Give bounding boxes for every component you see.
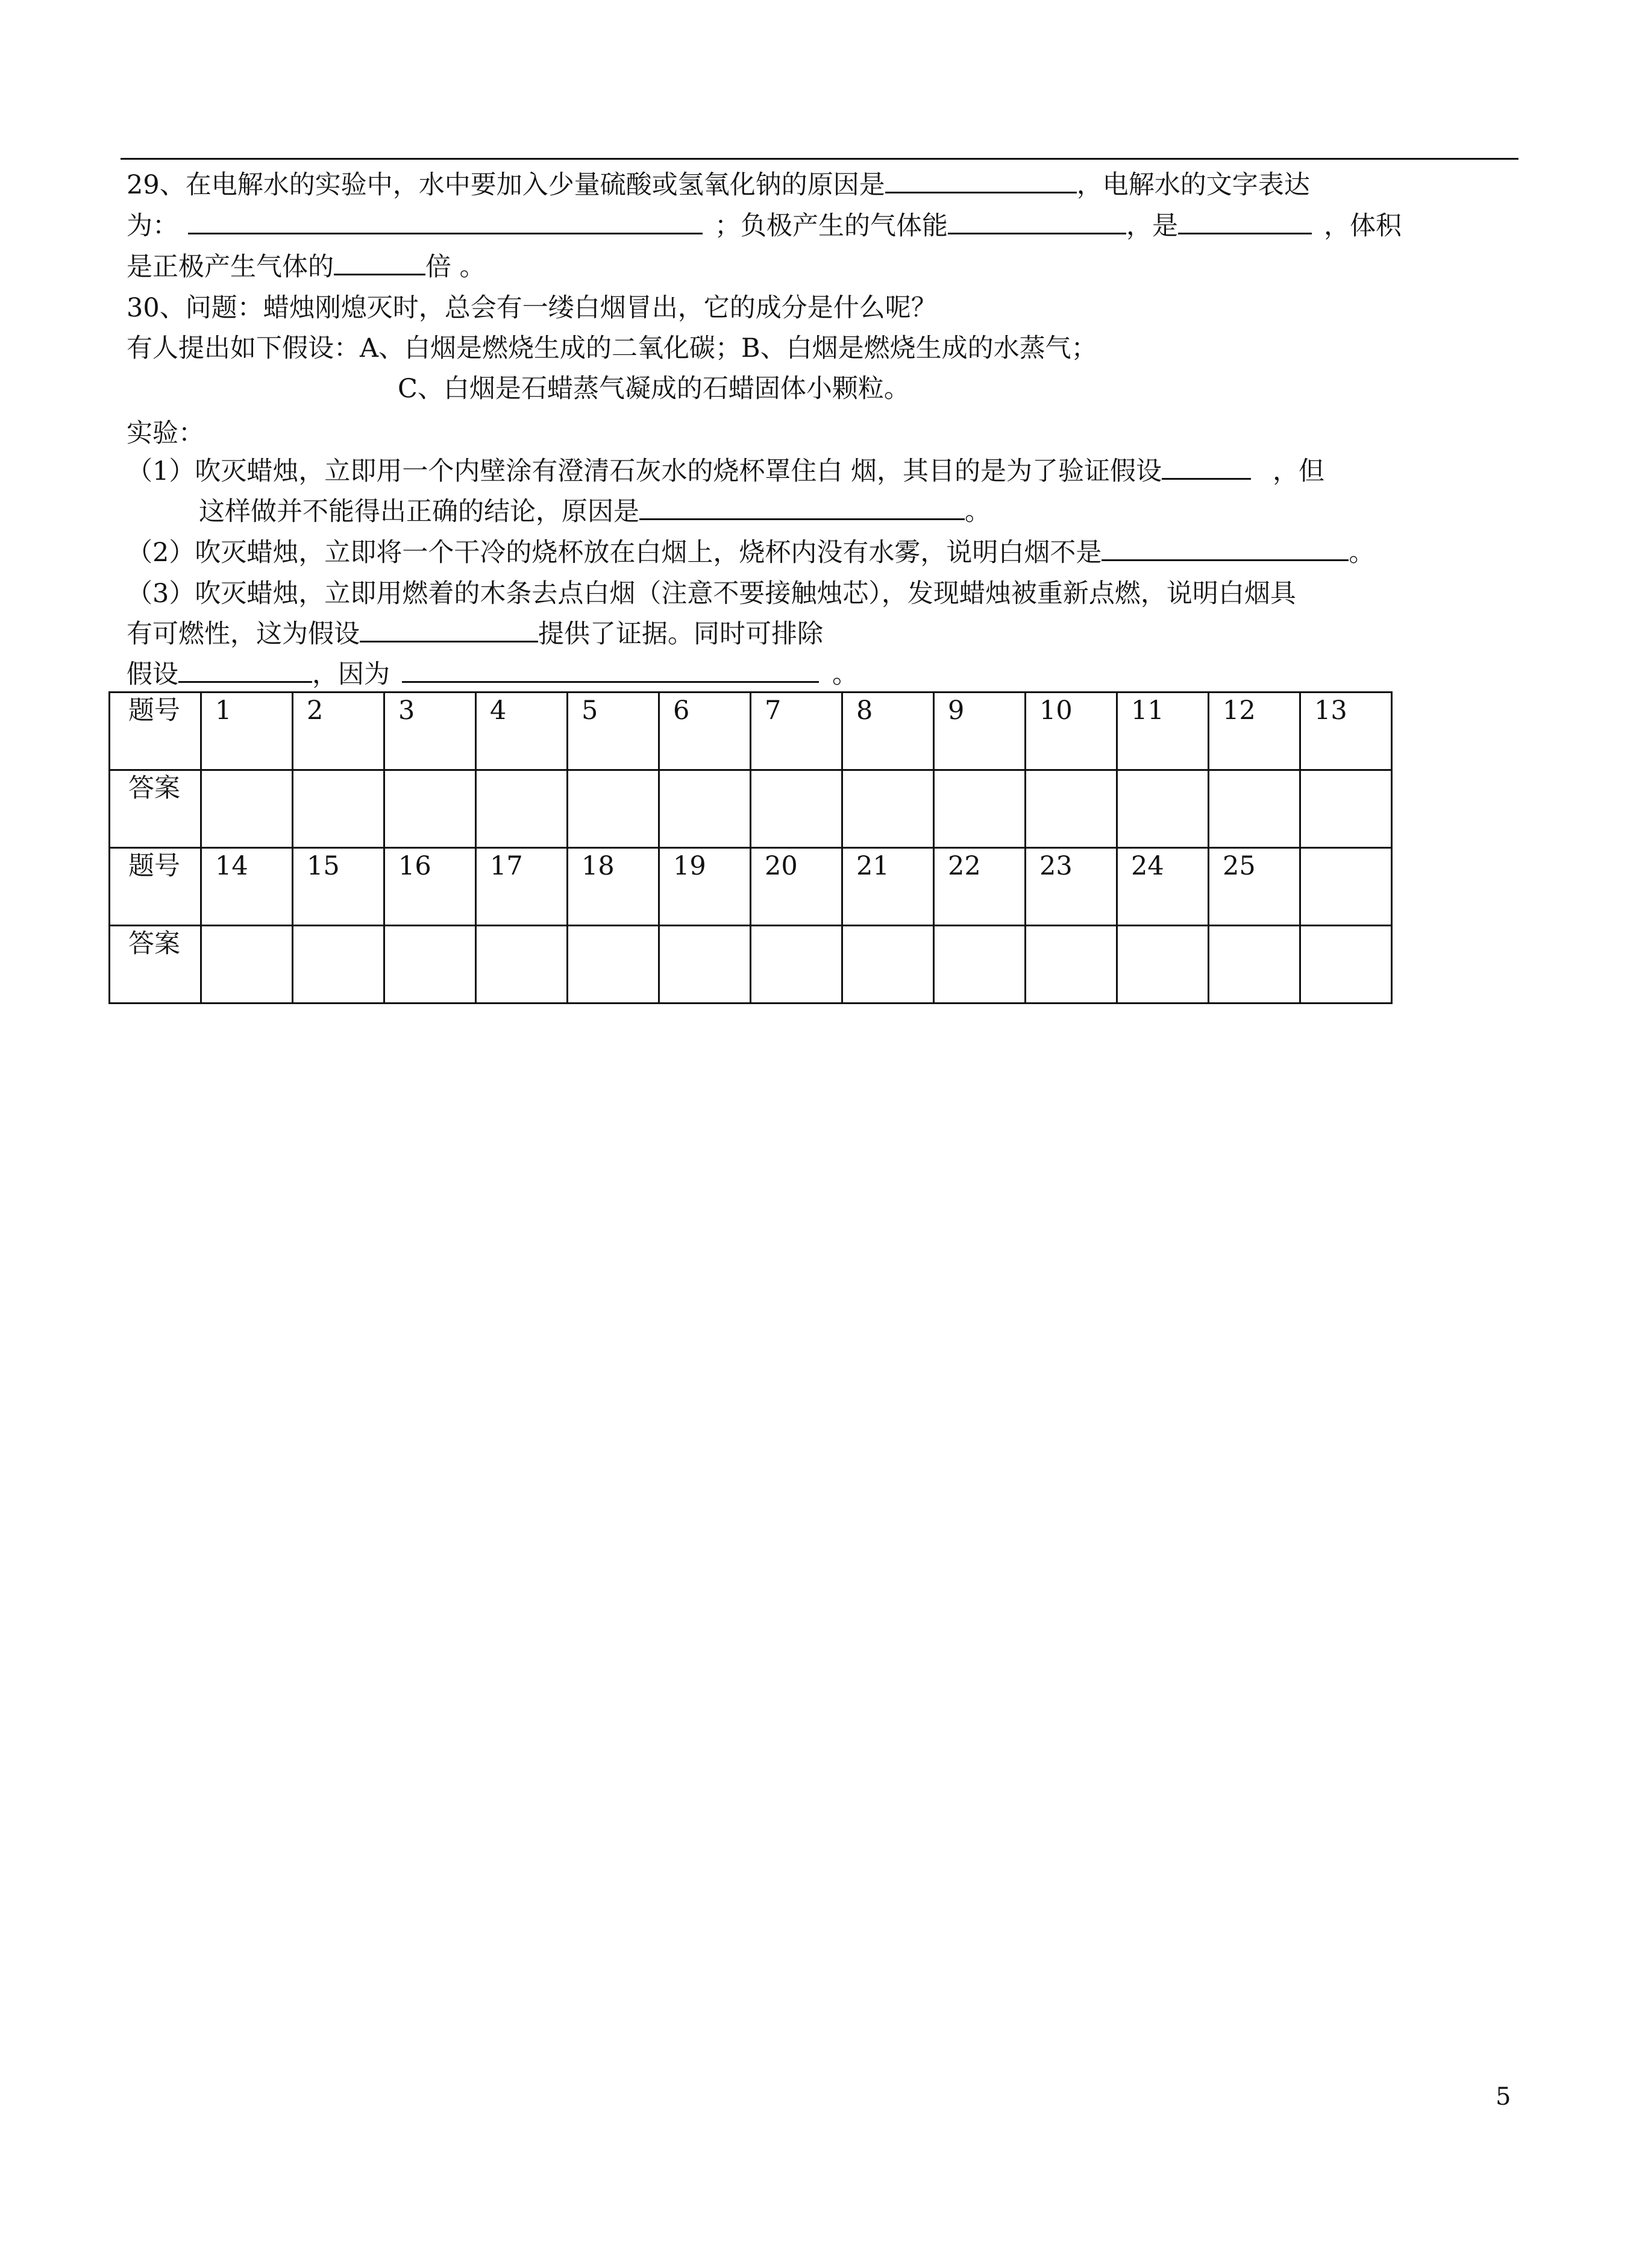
question-number-cell: 1	[201, 693, 293, 770]
table-row-question-numbers	[110, 848, 1392, 926]
answer-cell[interactable]	[751, 770, 842, 848]
answer-cell[interactable]	[476, 770, 568, 848]
answer-cell[interactable]	[1026, 770, 1117, 848]
table-row-question-numbers	[110, 693, 1392, 770]
q30-experiment-label: 实验：	[127, 418, 204, 448]
q29-text: 为：	[127, 211, 178, 241]
answer-cell[interactable]	[659, 926, 751, 1004]
question-number-cell: 10	[1026, 693, 1117, 770]
q29-line-3	[127, 250, 486, 284]
answer-blank[interactable]	[334, 250, 425, 275]
answer-blank[interactable]	[360, 617, 538, 642]
question-number-cell: 21	[842, 848, 934, 926]
q30-step-3-line-1: （3）吹灭蜡烛，立即用燃着的木条去点白烟（注意不要接触烛芯），发现蜡烛被重新点燃，说明白烟具	[127, 579, 1296, 609]
q30-step-1-line-1	[127, 454, 1324, 489]
question-number-cell	[1300, 848, 1392, 926]
answer-blank[interactable]	[1102, 535, 1349, 561]
question-number-cell: 12	[1209, 693, 1300, 770]
q30-step-2	[127, 535, 1374, 570]
answer-cell[interactable]	[1300, 926, 1392, 1004]
q29-text: 是正极产生气体的	[127, 252, 334, 282]
q30-text: 假设	[127, 659, 178, 690]
question-number-cell: 5	[568, 693, 659, 770]
question-number-cell: 20	[751, 848, 842, 926]
answer-blank[interactable]	[402, 657, 819, 683]
question-number-cell: 4	[476, 693, 568, 770]
answer-blank[interactable]	[948, 209, 1126, 234]
question-number-cell: 19	[659, 848, 751, 926]
answer-cell[interactable]	[934, 770, 1026, 848]
answer-blank[interactable]	[1162, 454, 1251, 480]
q30-text: ，但	[1273, 456, 1325, 486]
answer-cell[interactable]	[842, 926, 934, 1004]
q30-text: 。	[965, 497, 991, 527]
answer-blank[interactable]	[885, 168, 1077, 193]
answer-cell[interactable]	[293, 770, 384, 848]
answer-cell[interactable]	[1209, 770, 1300, 848]
answer-cell[interactable]	[476, 926, 568, 1004]
answer-table	[108, 691, 1393, 1004]
table-row-answers	[110, 770, 1392, 848]
q30-hypothesis-line-1: 有人提出如下假设：A、白烟是燃烧生成的二氧化碳；B、白烟是燃烧生成的水蒸气；	[127, 333, 1097, 363]
q29-text: ；负极产生的气体能	[715, 211, 948, 241]
question-number-cell: 8	[842, 693, 934, 770]
answer-blank[interactable]	[639, 494, 965, 520]
question-number-cell: 6	[659, 693, 751, 770]
answer-cell[interactable]	[934, 926, 1026, 1004]
header-rule	[121, 158, 1518, 160]
q29-text: ，电解水的文字表达	[1076, 170, 1310, 200]
q30-step-1-line-2	[199, 494, 991, 529]
q30-text: （2）吹灭蜡烛，立即将一个干冷的烧杯放在白烟上，烧杯内没有水雾，说明白烟不是	[127, 538, 1102, 568]
answer-blank[interactable]	[188, 209, 703, 234]
question-number-cell: 2	[293, 693, 384, 770]
q30-question: 30、问题：蜡烛刚熄灭时，总会有一缕白烟冒出，它的成分是什么呢？	[127, 293, 937, 323]
q29-text: 29、在电解水的实验中，水中要加入少量硫酸或氢氧化钠的原因是	[127, 170, 885, 200]
q30-text: 这样做并不能得出正确的结论，原因是	[199, 497, 639, 527]
question-number-cell: 16	[384, 848, 476, 926]
table-row-answers	[110, 926, 1392, 1004]
question-number-cell: 9	[934, 693, 1026, 770]
q30-text: 。	[832, 659, 858, 690]
answer-cell[interactable]	[842, 770, 934, 848]
question-number-cell: 17	[476, 848, 568, 926]
q29-text: ，体积	[1324, 211, 1402, 241]
question-number-cell: 22	[934, 848, 1026, 926]
row-label-question-number: 题号	[110, 693, 201, 770]
question-number-cell: 25	[1209, 848, 1300, 926]
answer-cell[interactable]	[384, 770, 476, 848]
question-number-cell: 14	[201, 848, 293, 926]
answer-cell[interactable]	[293, 926, 384, 1004]
answer-cell[interactable]	[201, 926, 293, 1004]
answer-cell[interactable]	[201, 770, 293, 848]
q30-step-3-line-2	[127, 617, 823, 652]
answer-cell[interactable]	[1300, 770, 1392, 848]
q29-line-2	[127, 209, 1402, 243]
question-number-cell: 3	[384, 693, 476, 770]
q29-text: ，是	[1126, 211, 1178, 241]
question-number-cell: 18	[568, 848, 659, 926]
q30-text: （1）吹灭蜡烛，立即用一个内壁涂有澄清石灰水的烧杯罩住白 烟，其目的是为了验证假设	[127, 456, 1162, 486]
question-number-cell: 7	[751, 693, 842, 770]
question-number-cell: 23	[1026, 848, 1117, 926]
q30-text: ，因为	[312, 659, 390, 690]
answer-cell[interactable]	[384, 926, 476, 1004]
question-number-cell: 13	[1300, 693, 1392, 770]
question-number-cell: 24	[1117, 848, 1209, 926]
answer-blank[interactable]	[178, 657, 312, 683]
q30-text: 有可燃性，这为假设	[127, 619, 360, 649]
answer-cell[interactable]	[751, 926, 842, 1004]
answer-cell[interactable]	[1026, 926, 1117, 1004]
q29-text: 倍 。	[425, 252, 486, 282]
answer-cell[interactable]	[1209, 926, 1300, 1004]
answer-blank[interactable]	[1178, 209, 1312, 234]
answer-cell[interactable]	[1117, 926, 1209, 1004]
q30-step-3-line-3	[127, 657, 858, 692]
q30-text: 。	[1349, 538, 1375, 568]
row-label-question-number: 题号	[110, 848, 201, 926]
answer-cell[interactable]	[568, 926, 659, 1004]
q29-line-1	[127, 168, 1310, 203]
q30-text: 提供了证据。同时可排除	[538, 619, 823, 649]
answer-cell[interactable]	[1117, 770, 1209, 848]
row-label-answer: 答案	[110, 770, 201, 848]
q30-hypothesis-line-2: C、白烟是石蜡蒸气凝成的石蜡固体小颗粒。	[398, 374, 910, 404]
answer-cell[interactable]	[568, 770, 659, 848]
row-label-answer: 答案	[110, 926, 201, 1004]
answer-cell[interactable]	[659, 770, 751, 848]
page-number: 5	[1496, 2083, 1511, 2111]
question-number-cell: 15	[293, 848, 384, 926]
question-number-cell: 11	[1117, 693, 1209, 770]
